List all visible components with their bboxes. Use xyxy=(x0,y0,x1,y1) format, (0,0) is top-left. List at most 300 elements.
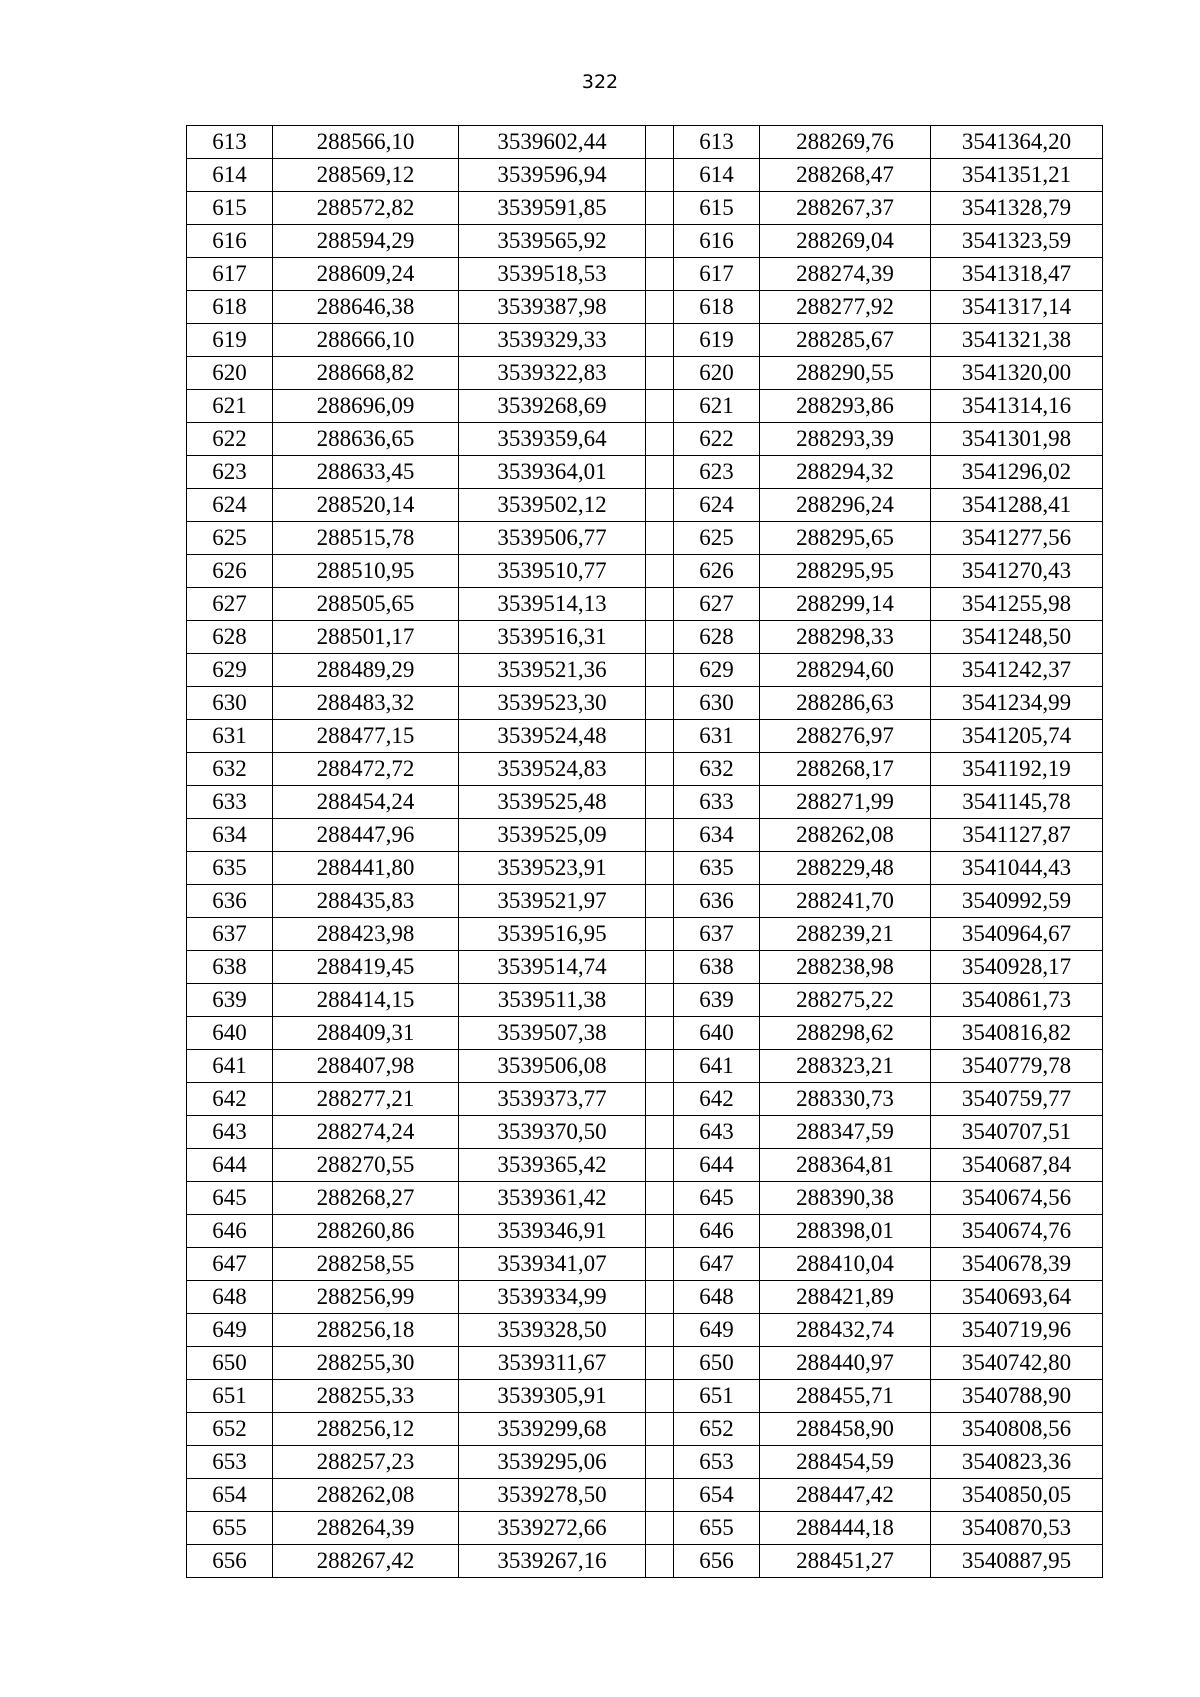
left-y-cell: 3539272,66 xyxy=(459,1512,646,1545)
gap-cell xyxy=(646,1050,674,1083)
left-x-cell: 288260,86 xyxy=(273,1215,459,1248)
gap-cell xyxy=(646,192,674,225)
gap-cell xyxy=(646,918,674,951)
left-y-cell: 3539521,97 xyxy=(459,885,646,918)
gap-cell xyxy=(646,489,674,522)
left-x-cell: 288566,10 xyxy=(273,126,459,159)
right-x-cell: 288229,48 xyxy=(760,852,931,885)
left-x-cell: 288256,12 xyxy=(273,1413,459,1446)
table-row xyxy=(187,654,1103,687)
left-point-number-cell: 644 xyxy=(187,1149,273,1182)
left-x-cell: 288441,80 xyxy=(273,852,459,885)
table-row xyxy=(187,720,1103,753)
left-point-number-cell: 635 xyxy=(187,852,273,885)
gap-cell xyxy=(646,357,674,390)
table-row xyxy=(187,951,1103,984)
table-row xyxy=(187,852,1103,885)
gap-cell xyxy=(646,1182,674,1215)
left-x-cell: 288423,98 xyxy=(273,918,459,951)
right-point-number-cell: 645 xyxy=(674,1182,760,1215)
table-row xyxy=(187,1380,1103,1413)
left-x-cell: 288262,08 xyxy=(273,1479,459,1512)
right-y-cell: 3540964,67 xyxy=(931,918,1103,951)
right-y-cell: 3540687,84 xyxy=(931,1149,1103,1182)
right-point-number-cell: 634 xyxy=(674,819,760,852)
right-y-cell: 3541321,38 xyxy=(931,324,1103,357)
right-point-number-cell: 628 xyxy=(674,621,760,654)
right-y-cell: 3540759,77 xyxy=(931,1083,1103,1116)
gap-cell xyxy=(646,291,674,324)
right-point-number-cell: 636 xyxy=(674,885,760,918)
right-point-number-cell: 626 xyxy=(674,555,760,588)
left-y-cell: 3539278,50 xyxy=(459,1479,646,1512)
right-y-cell: 3540928,17 xyxy=(931,951,1103,984)
right-point-number-cell: 625 xyxy=(674,522,760,555)
right-y-cell: 3541296,02 xyxy=(931,456,1103,489)
right-x-cell: 288295,65 xyxy=(760,522,931,555)
gap-cell xyxy=(646,720,674,753)
right-y-cell: 3540870,53 xyxy=(931,1512,1103,1545)
right-x-cell: 288364,81 xyxy=(760,1149,931,1182)
right-point-number-cell: 627 xyxy=(674,588,760,621)
left-y-cell: 3539311,67 xyxy=(459,1347,646,1380)
table-row xyxy=(187,687,1103,720)
gap-cell xyxy=(646,687,674,720)
gap-cell xyxy=(646,423,674,456)
left-point-number-cell: 643 xyxy=(187,1116,273,1149)
left-y-cell: 3539322,83 xyxy=(459,357,646,390)
left-point-number-cell: 640 xyxy=(187,1017,273,1050)
right-x-cell: 288390,38 xyxy=(760,1182,931,1215)
left-x-cell: 288501,17 xyxy=(273,621,459,654)
left-x-cell: 288277,21 xyxy=(273,1083,459,1116)
table-row xyxy=(187,1512,1103,1545)
left-point-number-cell: 637 xyxy=(187,918,273,951)
left-y-cell: 3539525,09 xyxy=(459,819,646,852)
table-row xyxy=(187,1050,1103,1083)
gap-cell xyxy=(646,1116,674,1149)
gap-cell xyxy=(646,588,674,621)
right-point-number-cell: 642 xyxy=(674,1083,760,1116)
left-point-number-cell: 616 xyxy=(187,225,273,258)
right-x-cell: 288269,04 xyxy=(760,225,931,258)
gap-cell xyxy=(646,1413,674,1446)
left-y-cell: 3539516,31 xyxy=(459,621,646,654)
left-point-number-cell: 614 xyxy=(187,159,273,192)
left-x-cell: 288407,98 xyxy=(273,1050,459,1083)
right-y-cell: 3540887,95 xyxy=(931,1545,1103,1578)
table-row xyxy=(187,1083,1103,1116)
left-point-number-cell: 651 xyxy=(187,1380,273,1413)
left-y-cell: 3539506,77 xyxy=(459,522,646,555)
left-x-cell: 288264,39 xyxy=(273,1512,459,1545)
left-point-number-cell: 650 xyxy=(187,1347,273,1380)
gap-cell xyxy=(646,1314,674,1347)
right-point-number-cell: 622 xyxy=(674,423,760,456)
left-y-cell: 3539596,94 xyxy=(459,159,646,192)
right-point-number-cell: 637 xyxy=(674,918,760,951)
table-row xyxy=(187,324,1103,357)
page-number: 322 xyxy=(581,71,619,93)
right-x-cell: 288451,27 xyxy=(760,1545,931,1578)
gap-cell xyxy=(646,621,674,654)
right-point-number-cell: 653 xyxy=(674,1446,760,1479)
right-x-cell: 288269,76 xyxy=(760,126,931,159)
right-point-number-cell: 643 xyxy=(674,1116,760,1149)
right-x-cell: 288455,71 xyxy=(760,1380,931,1413)
right-x-cell: 288239,21 xyxy=(760,918,931,951)
left-point-number-cell: 654 xyxy=(187,1479,273,1512)
left-point-number-cell: 636 xyxy=(187,885,273,918)
left-point-number-cell: 639 xyxy=(187,984,273,1017)
left-y-cell: 3539516,95 xyxy=(459,918,646,951)
right-y-cell: 3541277,56 xyxy=(931,522,1103,555)
table-row xyxy=(187,1314,1103,1347)
right-y-cell: 3540823,36 xyxy=(931,1446,1103,1479)
right-y-cell: 3540816,82 xyxy=(931,1017,1103,1050)
gap-cell xyxy=(646,1347,674,1380)
left-x-cell: 288483,32 xyxy=(273,687,459,720)
left-point-number-cell: 632 xyxy=(187,753,273,786)
gap-cell xyxy=(646,1545,674,1578)
table-row xyxy=(187,1446,1103,1479)
table-row xyxy=(187,819,1103,852)
left-x-cell: 288489,29 xyxy=(273,654,459,687)
right-x-cell: 288285,67 xyxy=(760,324,931,357)
table-row xyxy=(187,1182,1103,1215)
right-point-number-cell: 644 xyxy=(674,1149,760,1182)
left-x-cell: 288646,38 xyxy=(273,291,459,324)
right-y-cell: 3541364,20 xyxy=(931,126,1103,159)
left-x-cell: 288520,14 xyxy=(273,489,459,522)
table-row xyxy=(187,1215,1103,1248)
left-y-cell: 3539361,42 xyxy=(459,1182,646,1215)
left-point-number-cell: 621 xyxy=(187,390,273,423)
left-x-cell: 288510,95 xyxy=(273,555,459,588)
right-x-cell: 288268,17 xyxy=(760,753,931,786)
left-y-cell: 3539506,08 xyxy=(459,1050,646,1083)
left-y-cell: 3539365,42 xyxy=(459,1149,646,1182)
right-y-cell: 3541248,50 xyxy=(931,621,1103,654)
right-y-cell: 3541255,98 xyxy=(931,588,1103,621)
left-y-cell: 3539521,36 xyxy=(459,654,646,687)
table-row xyxy=(187,885,1103,918)
right-y-cell: 3540742,80 xyxy=(931,1347,1103,1380)
table-row xyxy=(187,291,1103,324)
right-y-cell: 3540779,78 xyxy=(931,1050,1103,1083)
gap-cell xyxy=(646,1446,674,1479)
left-point-number-cell: 629 xyxy=(187,654,273,687)
left-y-cell: 3539523,91 xyxy=(459,852,646,885)
right-x-cell: 288262,08 xyxy=(760,819,931,852)
right-x-cell: 288293,39 xyxy=(760,423,931,456)
right-point-number-cell: 648 xyxy=(674,1281,760,1314)
right-x-cell: 288298,62 xyxy=(760,1017,931,1050)
left-point-number-cell: 624 xyxy=(187,489,273,522)
coordinates-table xyxy=(186,125,1103,1578)
left-point-number-cell: 627 xyxy=(187,588,273,621)
gap-cell xyxy=(646,555,674,588)
left-x-cell: 288609,24 xyxy=(273,258,459,291)
table-row xyxy=(187,1017,1103,1050)
right-point-number-cell: 633 xyxy=(674,786,760,819)
right-x-cell: 288454,59 xyxy=(760,1446,931,1479)
left-point-number-cell: 620 xyxy=(187,357,273,390)
table-row xyxy=(187,489,1103,522)
left-x-cell: 288515,78 xyxy=(273,522,459,555)
left-x-cell: 288447,96 xyxy=(273,819,459,852)
right-x-cell: 288421,89 xyxy=(760,1281,931,1314)
right-x-cell: 288432,74 xyxy=(760,1314,931,1347)
left-y-cell: 3539602,44 xyxy=(459,126,646,159)
right-y-cell: 3540693,64 xyxy=(931,1281,1103,1314)
left-y-cell: 3539295,06 xyxy=(459,1446,646,1479)
left-y-cell: 3539524,48 xyxy=(459,720,646,753)
left-y-cell: 3539502,12 xyxy=(459,489,646,522)
left-point-number-cell: 613 xyxy=(187,126,273,159)
right-x-cell: 288295,95 xyxy=(760,555,931,588)
right-x-cell: 288293,86 xyxy=(760,390,931,423)
right-y-cell: 3541323,59 xyxy=(931,225,1103,258)
left-x-cell: 288255,30 xyxy=(273,1347,459,1380)
right-x-cell: 288268,47 xyxy=(760,159,931,192)
table-row xyxy=(187,258,1103,291)
right-x-cell: 288276,97 xyxy=(760,720,931,753)
right-y-cell: 3541314,16 xyxy=(931,390,1103,423)
gap-cell xyxy=(646,1017,674,1050)
table-row xyxy=(187,522,1103,555)
right-point-number-cell: 639 xyxy=(674,984,760,1017)
left-x-cell: 288666,10 xyxy=(273,324,459,357)
gap-cell xyxy=(646,1281,674,1314)
gap-cell xyxy=(646,456,674,489)
right-y-cell: 3540788,90 xyxy=(931,1380,1103,1413)
left-x-cell: 288270,55 xyxy=(273,1149,459,1182)
table-row xyxy=(187,984,1103,1017)
table-row xyxy=(187,159,1103,192)
right-y-cell: 3540861,73 xyxy=(931,984,1103,1017)
left-x-cell: 288569,12 xyxy=(273,159,459,192)
left-y-cell: 3539359,64 xyxy=(459,423,646,456)
table-row xyxy=(187,1479,1103,1512)
left-point-number-cell: 618 xyxy=(187,291,273,324)
left-point-number-cell: 633 xyxy=(187,786,273,819)
right-x-cell: 288275,22 xyxy=(760,984,931,1017)
left-x-cell: 288477,15 xyxy=(273,720,459,753)
gap-cell xyxy=(646,786,674,819)
right-y-cell: 3541301,98 xyxy=(931,423,1103,456)
left-point-number-cell: 631 xyxy=(187,720,273,753)
table-row xyxy=(187,786,1103,819)
right-point-number-cell: 630 xyxy=(674,687,760,720)
right-point-number-cell: 620 xyxy=(674,357,760,390)
right-x-cell: 288241,70 xyxy=(760,885,931,918)
left-y-cell: 3539268,69 xyxy=(459,390,646,423)
right-x-cell: 288298,33 xyxy=(760,621,931,654)
gap-cell xyxy=(646,522,674,555)
right-point-number-cell: 635 xyxy=(674,852,760,885)
table-row xyxy=(187,126,1103,159)
right-x-cell: 288299,14 xyxy=(760,588,931,621)
right-point-number-cell: 640 xyxy=(674,1017,760,1050)
left-y-cell: 3539514,74 xyxy=(459,951,646,984)
right-x-cell: 288294,60 xyxy=(760,654,931,687)
right-x-cell: 288458,90 xyxy=(760,1413,931,1446)
left-y-cell: 3539565,92 xyxy=(459,225,646,258)
right-y-cell: 3540674,76 xyxy=(931,1215,1103,1248)
right-point-number-cell: 654 xyxy=(674,1479,760,1512)
right-point-number-cell: 655 xyxy=(674,1512,760,1545)
left-point-number-cell: 647 xyxy=(187,1248,273,1281)
right-y-cell: 3540850,05 xyxy=(931,1479,1103,1512)
left-x-cell: 288409,31 xyxy=(273,1017,459,1050)
left-x-cell: 288267,42 xyxy=(273,1545,459,1578)
right-point-number-cell: 632 xyxy=(674,753,760,786)
right-point-number-cell: 638 xyxy=(674,951,760,984)
right-y-cell: 3541318,47 xyxy=(931,258,1103,291)
table-row xyxy=(187,1281,1103,1314)
left-y-cell: 3539329,33 xyxy=(459,324,646,357)
left-y-cell: 3539514,13 xyxy=(459,588,646,621)
left-point-number-cell: 646 xyxy=(187,1215,273,1248)
right-y-cell: 3540992,59 xyxy=(931,885,1103,918)
gap-cell xyxy=(646,885,674,918)
left-point-number-cell: 625 xyxy=(187,522,273,555)
gap-cell xyxy=(646,159,674,192)
table-row xyxy=(187,225,1103,258)
table-row xyxy=(187,1149,1103,1182)
gap-cell xyxy=(646,852,674,885)
left-point-number-cell: 628 xyxy=(187,621,273,654)
left-x-cell: 288472,72 xyxy=(273,753,459,786)
left-x-cell: 288572,82 xyxy=(273,192,459,225)
right-y-cell: 3540674,56 xyxy=(931,1182,1103,1215)
right-y-cell: 3541044,43 xyxy=(931,852,1103,885)
right-y-cell: 3541317,14 xyxy=(931,291,1103,324)
right-point-number-cell: 613 xyxy=(674,126,760,159)
left-y-cell: 3539523,30 xyxy=(459,687,646,720)
table-row xyxy=(187,555,1103,588)
left-x-cell: 288668,82 xyxy=(273,357,459,390)
left-point-number-cell: 653 xyxy=(187,1446,273,1479)
gap-cell xyxy=(646,984,674,1017)
right-y-cell: 3540707,51 xyxy=(931,1116,1103,1149)
table-row xyxy=(187,390,1103,423)
left-y-cell: 3539370,50 xyxy=(459,1116,646,1149)
table-row xyxy=(187,918,1103,951)
left-x-cell: 288255,33 xyxy=(273,1380,459,1413)
table-row xyxy=(187,588,1103,621)
left-point-number-cell: 617 xyxy=(187,258,273,291)
left-y-cell: 3539334,99 xyxy=(459,1281,646,1314)
table-row xyxy=(187,1248,1103,1281)
right-y-cell: 3541328,79 xyxy=(931,192,1103,225)
right-x-cell: 288277,92 xyxy=(760,291,931,324)
right-y-cell: 3541288,41 xyxy=(931,489,1103,522)
right-x-cell: 288440,97 xyxy=(760,1347,931,1380)
left-point-number-cell: 641 xyxy=(187,1050,273,1083)
table-row xyxy=(187,357,1103,390)
gap-cell xyxy=(646,654,674,687)
right-point-number-cell: 624 xyxy=(674,489,760,522)
right-y-cell: 3541270,43 xyxy=(931,555,1103,588)
right-point-number-cell: 623 xyxy=(674,456,760,489)
gap-cell xyxy=(646,951,674,984)
left-x-cell: 288274,24 xyxy=(273,1116,459,1149)
gap-cell xyxy=(646,1149,674,1182)
table-row xyxy=(187,1116,1103,1149)
right-point-number-cell: 619 xyxy=(674,324,760,357)
gap-cell xyxy=(646,1248,674,1281)
gap-cell xyxy=(646,258,674,291)
right-point-number-cell: 651 xyxy=(674,1380,760,1413)
left-y-cell: 3539267,16 xyxy=(459,1545,646,1578)
left-x-cell: 288256,99 xyxy=(273,1281,459,1314)
gap-cell xyxy=(646,126,674,159)
left-point-number-cell: 656 xyxy=(187,1545,273,1578)
right-x-cell: 288271,99 xyxy=(760,786,931,819)
right-x-cell: 288290,55 xyxy=(760,357,931,390)
left-y-cell: 3539305,91 xyxy=(459,1380,646,1413)
right-point-number-cell: 646 xyxy=(674,1215,760,1248)
left-x-cell: 288594,29 xyxy=(273,225,459,258)
right-point-number-cell: 621 xyxy=(674,390,760,423)
left-x-cell: 288258,55 xyxy=(273,1248,459,1281)
right-x-cell: 288286,63 xyxy=(760,687,931,720)
left-y-cell: 3539364,01 xyxy=(459,456,646,489)
right-x-cell: 288347,59 xyxy=(760,1116,931,1149)
left-y-cell: 3539511,38 xyxy=(459,984,646,1017)
left-y-cell: 3539510,77 xyxy=(459,555,646,588)
right-y-cell: 3540678,39 xyxy=(931,1248,1103,1281)
left-y-cell: 3539518,53 xyxy=(459,258,646,291)
right-point-number-cell: 618 xyxy=(674,291,760,324)
left-x-cell: 288419,45 xyxy=(273,951,459,984)
right-point-number-cell: 641 xyxy=(674,1050,760,1083)
left-x-cell: 288256,18 xyxy=(273,1314,459,1347)
gap-cell xyxy=(646,1215,674,1248)
left-y-cell: 3539507,38 xyxy=(459,1017,646,1050)
left-x-cell: 288505,65 xyxy=(273,588,459,621)
left-point-number-cell: 652 xyxy=(187,1413,273,1446)
table-row xyxy=(187,1413,1103,1446)
left-y-cell: 3539341,07 xyxy=(459,1248,646,1281)
right-y-cell: 3541351,21 xyxy=(931,159,1103,192)
left-point-number-cell: 648 xyxy=(187,1281,273,1314)
left-x-cell: 288435,83 xyxy=(273,885,459,918)
left-x-cell: 288633,45 xyxy=(273,456,459,489)
right-y-cell: 3541192,19 xyxy=(931,753,1103,786)
left-x-cell: 288268,27 xyxy=(273,1182,459,1215)
right-point-number-cell: 647 xyxy=(674,1248,760,1281)
table-row xyxy=(187,456,1103,489)
left-y-cell: 3539373,77 xyxy=(459,1083,646,1116)
left-y-cell: 3539299,68 xyxy=(459,1413,646,1446)
table-row xyxy=(187,753,1103,786)
right-x-cell: 288444,18 xyxy=(760,1512,931,1545)
gap-cell xyxy=(646,753,674,786)
left-y-cell: 3539524,83 xyxy=(459,753,646,786)
table-row xyxy=(187,1545,1103,1578)
left-y-cell: 3539525,48 xyxy=(459,786,646,819)
right-x-cell: 288238,98 xyxy=(760,951,931,984)
left-x-cell: 288257,23 xyxy=(273,1446,459,1479)
right-y-cell: 3541205,74 xyxy=(931,720,1103,753)
left-y-cell: 3539346,91 xyxy=(459,1215,646,1248)
right-y-cell: 3541234,99 xyxy=(931,687,1103,720)
table-row xyxy=(187,192,1103,225)
right-x-cell: 288447,42 xyxy=(760,1479,931,1512)
